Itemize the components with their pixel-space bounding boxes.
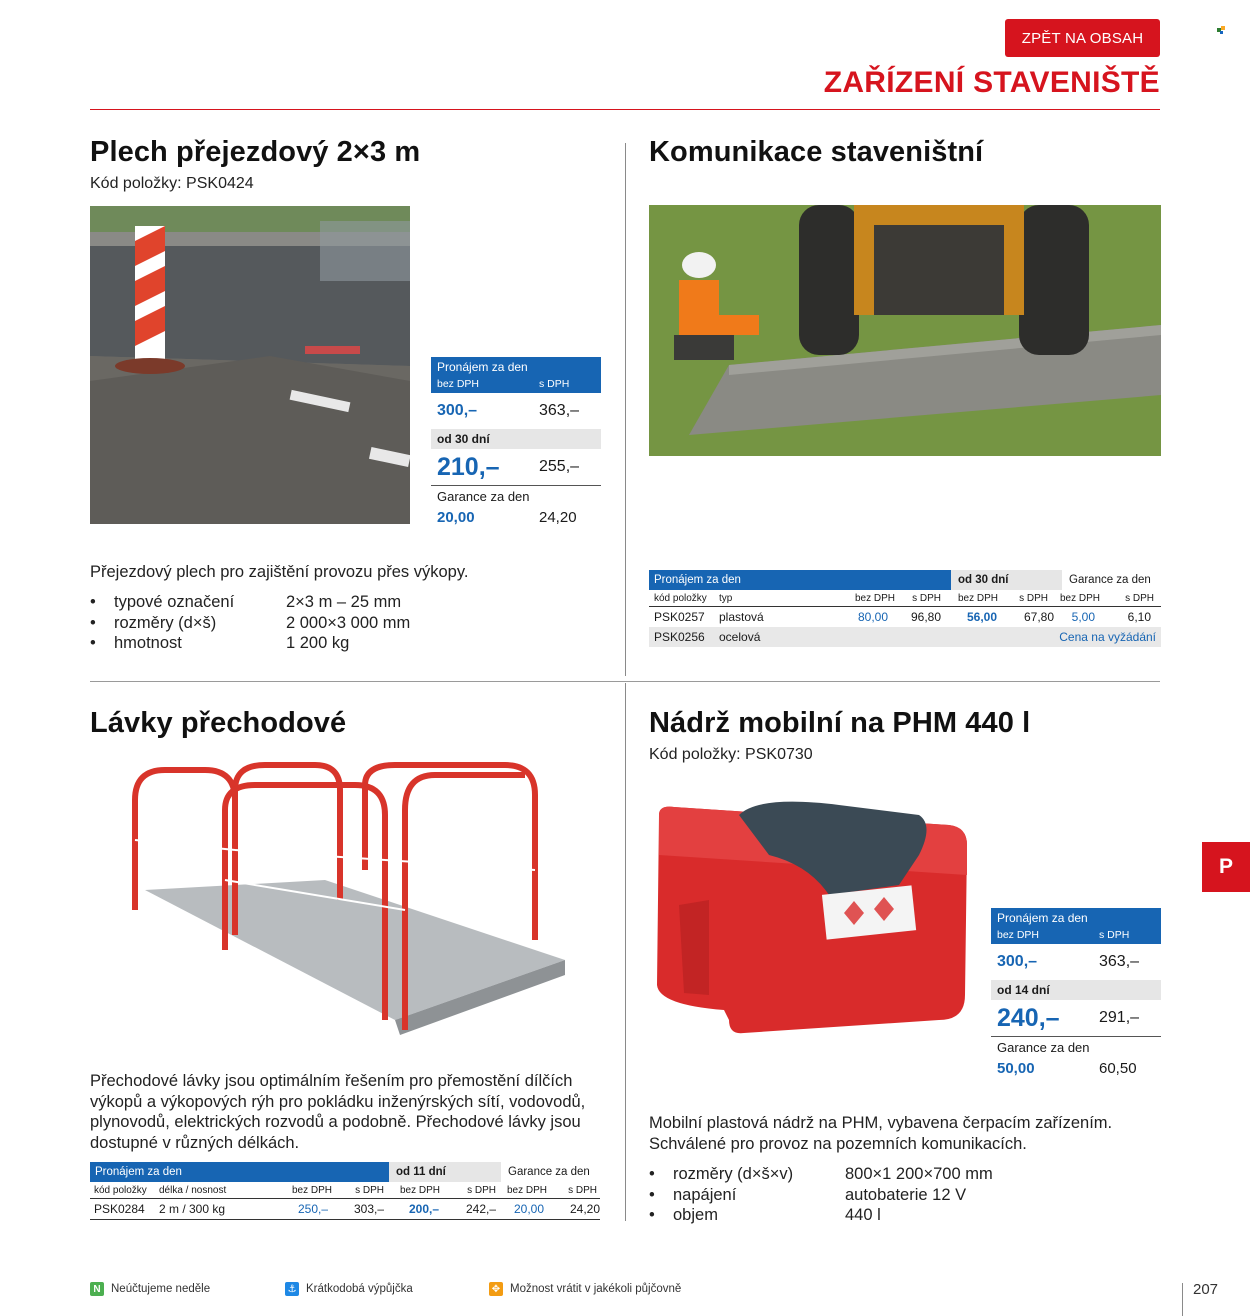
row-divider (90, 681, 1160, 682)
table-head-rent: Pronájem za den (90, 1162, 389, 1182)
table-row: PSK0284 2 m / 300 kg 250,– 303,– 200,– 242,– 20,00 24,20 (94, 1202, 600, 1216)
guarantee-net: 20,00 (437, 508, 475, 526)
price-tier-net: 210,– (437, 452, 500, 481)
table-head-tier: od 11 dní (389, 1162, 501, 1182)
corner-mark-icon (1216, 25, 1226, 35)
spec-item: • typové označení 2×3 m – 25 mm (90, 593, 402, 611)
price-base-gross: 363,– (539, 402, 580, 419)
header-divider (90, 109, 1160, 110)
guarantee-gross: 24,20 (539, 508, 577, 526)
price-box-header (991, 908, 1161, 944)
page-number: 207 (1193, 1281, 1219, 1298)
price-tier-net: 240,– (997, 1003, 1060, 1032)
footer-divider (1182, 1283, 1183, 1316)
komunikace-title: Komunikace staveništní (649, 136, 984, 168)
no-sundays-icon: N (90, 1282, 104, 1296)
price-base-net: 300,– (437, 402, 478, 419)
spec-item: • rozměry (d×š×v) 800×1 200×700 mm (649, 1165, 993, 1183)
nadrz-photo (649, 795, 971, 1035)
nadrz-description: Mobilní plastová nádrž na PHM, vybavena čerpacím zařízením. Schválené pro provoz na pozemních komunikacích. (649, 1114, 1113, 1153)
lavky-price-table (90, 1162, 600, 1220)
price-tier-gross: 255,– (539, 458, 580, 475)
lavky-description: Přechodové lávky jsou optimálním řešením pro přemostění dílčích výkopů a výkopových rýh pro pokládku inženýrských sítí, vodovodů, plynovodů, elektrických rozvodů a podobně. Přechodové lávky jsou dostupné v různých délkách. (90, 1072, 586, 1152)
plech-price-box (431, 357, 601, 528)
komunikace-price-table (649, 570, 1161, 647)
price-col-net-label: bez DPH (437, 378, 480, 390)
back-to-contents-button[interactable]: ZPĚT NA OBSAH (1005, 19, 1160, 57)
guarantee-label: Garance za den (997, 1039, 1090, 1055)
komunikace-photo (649, 205, 1161, 456)
return-anywhere-icon: ✥ (489, 1282, 503, 1296)
table-subheader: kód položky typ bez DPH s DPH bez DPH s DPH bez DPH s DPH (649, 590, 1161, 607)
spec-item: • rozměry (d×š) 2 000×3 000 mm (90, 613, 411, 632)
table-subheader: kód položky délka / nosnost bez DPH s DPH bez DPH s DPH bez DPH s DPH (90, 1182, 600, 1199)
nadrz-spec-list (649, 1165, 993, 1227)
table-row: PSK0256 ocelová Cena na vyžádání (649, 627, 1161, 647)
price-base-gross: 363,– (1099, 953, 1140, 970)
table-head-rent: Pronájem za den (649, 570, 951, 590)
spec-item: • objem 440 l (649, 1206, 881, 1224)
price-head-label: Pronájem za den (437, 360, 528, 374)
price-col-gross-label: s DPH (1099, 929, 1130, 941)
lavky-photo (125, 760, 565, 1042)
plech-code: Kód položky: PSK0424 (90, 175, 254, 192)
table-head-guarantee: Garance za den (1069, 574, 1151, 586)
table-head-guarantee: Garance za den (508, 1166, 590, 1178)
table-head-tier: od 30 dní (951, 570, 1062, 590)
nadrz-title: Nádrž mobilní na PHM 440 l (649, 707, 1031, 739)
price-head-label: Pronájem za den (997, 911, 1088, 925)
price-box-header (431, 357, 601, 393)
guarantee-gross: 60,50 (1099, 1059, 1137, 1077)
price-col-gross-label: s DPH (539, 378, 570, 390)
nadrz-code: Kód položky: PSK0730 (649, 746, 813, 763)
plech-description: Přejezdový plech pro zajištění provozu přes výkopy. (90, 563, 469, 581)
spec-item: • napájení autobaterie 12 V (649, 1185, 967, 1204)
plech-photo (90, 206, 410, 524)
price-tier-label: od 30 dní (431, 429, 601, 449)
nadrz-price-box (991, 908, 1161, 1079)
guarantee-label: Garance za den (437, 488, 530, 504)
lavky-title: Lávky přechodové (90, 707, 347, 739)
footer-no-sundays: N Neúčtujeme neděle (90, 1282, 210, 1296)
column-divider-bottom (625, 683, 626, 1221)
section-tab-p[interactable]: P (1202, 842, 1250, 892)
footer-return-anywhere: ✥ Možnost vrátit v jakékoli půjčovně (489, 1282, 681, 1296)
footer-short-term: ⚓ Krátkodobá výpůjčka (285, 1282, 413, 1296)
short-term-icon: ⚓ (285, 1282, 299, 1296)
spec-item: • hmotnost 1 200 kg (90, 634, 350, 652)
table-row: PSK0257 plastová 80,00 96,80 56,00 67,80 5,00 6,10 (654, 610, 1151, 624)
price-col-net-label: bez DPH (997, 929, 1040, 941)
section-title: ZAŘÍZENÍ STAVENIŠTĚ (823, 66, 1160, 99)
plech-spec-list (90, 593, 410, 655)
plech-title: Plech přejezdový 2×3 m (90, 136, 421, 168)
column-divider-top (625, 143, 626, 676)
price-tier-gross: 291,– (1099, 1009, 1140, 1026)
price-tier-label: od 14 dní (991, 980, 1161, 1000)
price-base-net: 300,– (997, 953, 1038, 970)
guarantee-net: 50,00 (997, 1059, 1035, 1077)
